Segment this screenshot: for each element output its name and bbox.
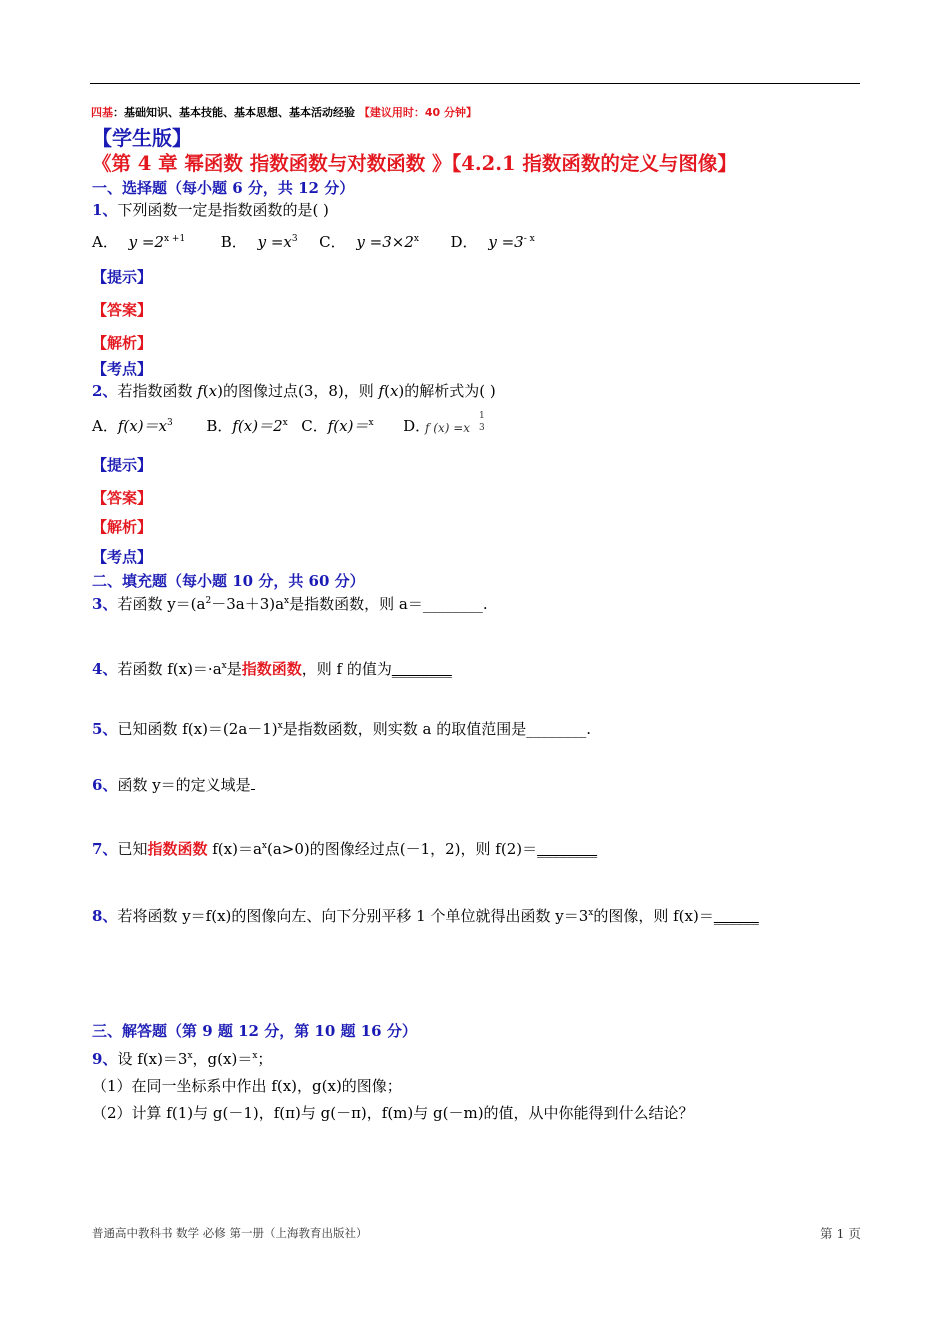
- question-2-text-c: 的解析式为( ): [404, 382, 496, 400]
- q2-option-a-label: A．: [92, 417, 118, 435]
- banner-prefix: 四基: [91, 106, 113, 119]
- question-4-text-a: 若函数 f(x)＝·a: [117, 660, 222, 678]
- question-7-text-a: 已知: [117, 840, 148, 858]
- footer-book-title: 普通高中教科书 数学 必修 第一册（上海教育出版社）: [92, 1226, 368, 1240]
- question-7-text-c: (a>0)的图像经过点(－1，2)，则 f(2)＝: [266, 840, 538, 858]
- question-8-blank[interactable]: ______: [713, 907, 759, 925]
- question-8-text-b: 的图像，则 f(x)＝: [593, 907, 714, 925]
- question-2: 2、若指数函数 f(x)的图像过点(3，8)，则 f(x)的解析式为( ): [92, 382, 496, 400]
- question-1: [92, 199, 329, 220]
- question-5-end: .: [586, 720, 591, 738]
- option-d: y =3: [488, 233, 524, 251]
- question-1-text: 下列函数一定是指数函数的是( ): [117, 201, 329, 219]
- question-8-number: 8、: [92, 907, 118, 925]
- question-2-options: [92, 415, 430, 436]
- question-9-text-b: ，g(x)＝: [192, 1050, 253, 1068]
- banner-body: ：基础知识、基本技能、基本思想、基本活动经验: [113, 106, 355, 119]
- chapter-title: 《第 4 章 幂函数 指数函数与对数函数 》【4.2.1 指数函数的定义与图像】: [92, 152, 737, 175]
- question-9: [92, 1048, 272, 1069]
- question-4-text-c: ，则 f 的值为: [301, 660, 392, 678]
- q2-option-d: f (x) =x: [425, 421, 471, 435]
- header-rule: [90, 83, 860, 84]
- q2-option-c: f(x)＝: [327, 417, 369, 435]
- question-9-number: 9、: [92, 1050, 118, 1068]
- q2-hint-tag: 【提示】: [92, 456, 153, 474]
- option-d-label: D．: [450, 233, 478, 251]
- question-7-blank[interactable]: ________: [537, 840, 598, 858]
- q2-option-d-formula: [425, 411, 485, 435]
- option-b: y =x: [257, 233, 292, 251]
- question-8-sup1: x: [588, 908, 594, 918]
- question-4-number: 4、: [92, 660, 118, 678]
- question-4-red-term: 指数函数: [241, 660, 302, 678]
- question-6-blank[interactable]: [251, 789, 255, 790]
- q2-option-b-label: B．: [206, 417, 233, 435]
- question-3-sup2: x: [284, 596, 290, 606]
- question-5-text-a: 已知函数 f(x)＝(2a－1): [117, 720, 278, 738]
- q2-option-b: f(x)＝2: [232, 417, 283, 435]
- question-6: [92, 774, 255, 795]
- question-3-text-c: 是指数函数，则 a＝: [289, 595, 423, 613]
- question-7: [92, 838, 597, 859]
- question-3-blank[interactable]: ________: [422, 595, 483, 613]
- question-3: [92, 593, 488, 614]
- question-1-options: [92, 231, 535, 252]
- question-7-text-b: f(x)＝a: [207, 840, 262, 858]
- footer-page-number: 第 1 页: [820, 1226, 861, 1241]
- question-4-text-b: 是: [226, 660, 242, 678]
- q2-option-d-numerator: 1: [479, 411, 485, 421]
- option-a-sup: x +1: [163, 234, 186, 244]
- question-5-text-b: 是指数函数，则实数 a 的取值范围是: [282, 720, 527, 738]
- section-answer-title: 三、解答题（第 9 题 12 分，第 10 题 16 分）: [92, 1022, 417, 1040]
- question-3-text-b: －3a＋3)a: [211, 595, 285, 613]
- question-5: [92, 718, 591, 739]
- q2-option-a-sup: 3: [167, 418, 173, 428]
- q1-hint-tag: 【提示】: [92, 268, 153, 286]
- question-3-sup1: 2: [205, 596, 212, 606]
- q2-option-b-sup: x: [282, 418, 288, 428]
- question-9-part-1: （1）在同一坐标系中作出 f(x)，g(x)的图像；: [92, 1077, 402, 1095]
- q2-option-d-denominator: 3: [479, 423, 485, 433]
- question-5-sup1: x: [277, 721, 283, 731]
- question-2-text-b: 的图像过点(3，8)，则: [222, 382, 379, 400]
- option-d-sup: - x: [523, 234, 535, 244]
- section-choice-title: 一、选择题（每小题 6 分，共 12 分）: [92, 179, 355, 197]
- question-9-sup2: x: [252, 1051, 258, 1061]
- option-c: y =3×2: [356, 233, 414, 251]
- option-a: y =2: [128, 233, 164, 251]
- question-8-text-a: 若将函数 y＝f(x)的图像向左、向下分别平移 1 个单位就得出函数 y＝3: [117, 907, 589, 925]
- student-edition-label: 【学生版】: [92, 126, 192, 150]
- q2-point-tag: 【考点】: [92, 548, 153, 566]
- option-a-label: A．: [92, 233, 118, 251]
- q2-option-c-label: C．: [301, 417, 328, 435]
- question-4-sup1: x: [221, 661, 227, 671]
- option-b-label: B．: [220, 233, 247, 251]
- option-b-sup: 3: [291, 234, 298, 244]
- q1-analysis-tag: 【解析】: [92, 334, 153, 352]
- section-fill-title: 二、填充题（每小题 10 分，共 60 分）: [92, 572, 365, 590]
- q2-analysis-tag: 【解析】: [92, 518, 153, 536]
- four-basics-banner: [91, 104, 477, 120]
- q2-option-d-label: D．: [403, 417, 431, 435]
- question-3-end: .: [482, 595, 488, 613]
- question-7-sup1: x: [261, 841, 267, 851]
- question-7-number: 7、: [92, 840, 118, 858]
- q1-point-tag: 【考点】: [92, 360, 153, 378]
- question-4: [92, 658, 452, 679]
- question-1-number: 1、: [92, 201, 118, 219]
- banner-time: 【建议用时：40 分钟】: [358, 106, 477, 119]
- option-c-sup: x: [413, 234, 419, 244]
- q2-answer-tag: 【答案】: [92, 489, 153, 507]
- question-2-f: f: [197, 382, 203, 400]
- question-2-number: 2、: [92, 382, 118, 400]
- q2-option-a: f(x)＝x: [117, 417, 168, 435]
- question-5-blank[interactable]: ________: [526, 720, 587, 738]
- question-7-red-term: 指数函数: [147, 840, 208, 858]
- question-3-text-a: 若函数 y＝(a: [117, 595, 206, 613]
- question-9-text-c: ；: [257, 1050, 273, 1068]
- question-5-number: 5、: [92, 720, 118, 738]
- q1-answer-tag: 【答案】: [92, 301, 153, 319]
- question-9-sup1: x: [187, 1051, 193, 1061]
- question-4-blank[interactable]: ________: [391, 660, 452, 678]
- question-9-text-a: 设 f(x)＝3: [117, 1050, 188, 1068]
- question-6-text-a: 函数 y＝的定义域是: [117, 776, 251, 794]
- option-c-label: C．: [319, 233, 346, 251]
- question-6-number: 6、: [92, 776, 118, 794]
- question-8: [92, 905, 759, 926]
- question-3-number: 3、: [92, 595, 118, 613]
- question-2-text-a: 若指数函数: [117, 382, 198, 400]
- q2-option-c-sup: x: [368, 418, 374, 428]
- question-9-part-2: （2）计算 f(1)与 g(－1)，f(π)与 g(－π)，f(m)与 g(－m)的值，从中你能得到什么结论？: [92, 1104, 694, 1122]
- question-2-x: x: [208, 382, 218, 400]
